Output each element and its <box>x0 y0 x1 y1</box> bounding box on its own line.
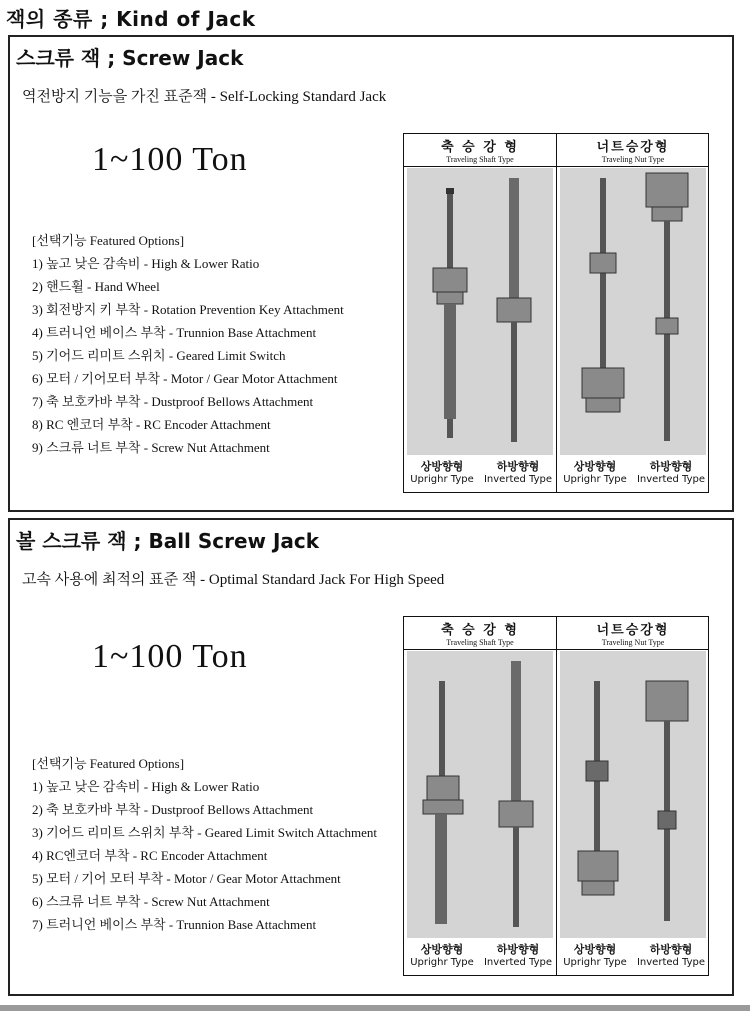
upright-label-en: Uprighr Type <box>410 474 474 485</box>
inverted-label-ko: 하방향형 <box>496 460 540 473</box>
jack-types-figure <box>403 133 709 493</box>
capacity-label: 1~100 Ton <box>92 638 248 675</box>
page-bottom-edge <box>0 1005 750 1011</box>
section-subtitle: 역전방지 기능을 가진 표준잭 - Self-Locking Standard Jack <box>22 89 387 105</box>
traveling-nut-column <box>557 617 709 975</box>
ball-screw-jack-panel <box>8 518 734 996</box>
jack-illustration <box>560 168 706 455</box>
section-title: 볼 스크류 잭 ; Ball Screw Jack <box>16 529 320 553</box>
options-heading: [선택기능 Featured Options] <box>32 233 185 248</box>
column-title-ko: 축 승 강 형 <box>441 140 519 155</box>
upright-label-en: Uprighr Type <box>563 957 627 968</box>
option-item: 1) 높고 낮은 감속비 - High & Lower Ratio <box>32 256 260 271</box>
column-title-en: Traveling Nut Type <box>601 638 665 647</box>
column-title-ko: 너트승강형 <box>596 623 670 638</box>
option-item: 1) 높고 낮은 감속비 - High & Lower Ratio <box>32 779 260 794</box>
column-title-en: Traveling Nut Type <box>601 155 665 164</box>
featured-options-list <box>32 229 344 459</box>
inverted-label-ko: 하방향형 <box>649 460 693 473</box>
option-item: 2) 핸드휠 - Hand Wheel <box>32 279 160 294</box>
inverted-label-en: Inverted Type <box>483 957 553 968</box>
option-item: 2) 축 보호카바 부착 - Dustproof Bellows Attachment <box>32 802 314 817</box>
traveling-shaft-column <box>404 134 557 492</box>
option-item: 3) 기어드 리미트 스위치 부착 - Geared Limit Switch Attachment <box>32 825 378 840</box>
traveling-nut-column <box>557 134 709 492</box>
option-item: 9) 스크류 너트 부착 - Screw Nut Attachment <box>32 440 270 455</box>
jack-illustration <box>560 651 706 938</box>
upright-label-ko: 상방향형 <box>420 460 464 473</box>
jack-illustration <box>407 651 553 938</box>
jack-types-figure <box>403 616 709 976</box>
upright-label-ko: 상방향형 <box>420 943 464 956</box>
page-title: 잭의 종류 ; Kind of Jack <box>6 7 256 31</box>
upright-label-en: Uprighr Type <box>563 474 627 485</box>
ball-screw-jack-nut-photo <box>560 651 706 938</box>
section-title: 스크류 잭 ; Screw Jack <box>16 46 244 70</box>
option-item: 6) 스크류 너트 부착 - Screw Nut Attachment <box>32 894 270 909</box>
screw-jack-panel <box>8 35 734 512</box>
column-title-en: Traveling Shaft Type <box>446 638 514 647</box>
column-title-ko: 너트승강형 <box>596 140 670 155</box>
inverted-label-en: Inverted Type <box>483 474 553 485</box>
option-item: 5) 기어드 리미트 스위치 - Geared Limit Switch <box>32 348 286 363</box>
column-header <box>557 617 709 650</box>
options-heading: [선택기능 Featured Options] <box>32 756 185 771</box>
option-item: 4) RC엔코더 부착 - RC Encoder Attachment <box>32 848 268 863</box>
option-item: 3) 회전방지 키 부착 - Rotation Prevention Key Attachment <box>32 302 344 317</box>
traveling-shaft-column <box>404 617 557 975</box>
screw-jack-shaft-photo <box>407 168 553 455</box>
upright-label-en: Uprighr Type <box>410 957 474 968</box>
capacity-label: 1~100 Ton <box>92 141 248 178</box>
jack-illustration <box>407 168 553 455</box>
column-header <box>404 134 556 167</box>
ball-screw-jack-shaft-photo <box>407 651 553 938</box>
upright-label-ko: 상방향형 <box>573 943 617 956</box>
screw-jack-nut-photo <box>560 168 706 455</box>
option-item: 8) RC 엔코더 부착 - RC Encoder Attachment <box>32 417 271 432</box>
section-subtitle: 고속 사용에 최적의 표준 잭 - Optimal Standard Jack For High Speed <box>22 572 445 588</box>
column-title-ko: 축 승 강 형 <box>441 623 519 638</box>
option-item: 7) 트러니언 베이스 부착 - Trunnion Base Attachment <box>32 917 317 932</box>
inverted-label-en: Inverted Type <box>636 957 706 968</box>
option-item: 5) 모터 / 기어 모터 부착 - Motor / Gear Motor Attachment <box>32 871 341 886</box>
inverted-label-en: Inverted Type <box>636 474 706 485</box>
inverted-label-ko: 하방향형 <box>649 943 693 956</box>
option-item: 4) 트러니언 베이스 부착 - Trunnion Base Attachment <box>32 325 317 340</box>
option-item: 7) 축 보호카바 부착 - Dustproof Bellows Attachment <box>32 394 314 409</box>
column-title-en: Traveling Shaft Type <box>446 155 514 164</box>
featured-options-list <box>32 752 377 936</box>
option-item: 6) 모터 / 기어모터 부착 - Motor / Gear Motor Attachment <box>32 371 338 386</box>
column-header <box>404 617 556 650</box>
upright-label-ko: 상방향형 <box>573 460 617 473</box>
column-header <box>557 134 709 167</box>
inverted-label-ko: 하방향형 <box>496 943 540 956</box>
